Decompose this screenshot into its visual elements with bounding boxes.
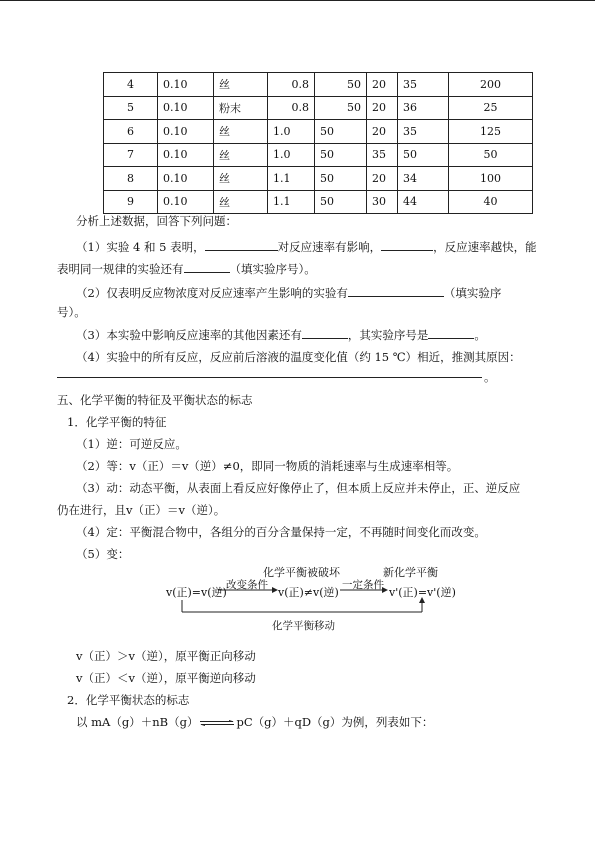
- answer-blank-long[interactable]: [57, 377, 482, 378]
- table-row: [104, 73, 533, 97]
- feature-3-line-2: 仍在进行，且v（正）＝v（逆）。: [57, 503, 226, 517]
- table-cell: 40: [449, 190, 533, 214]
- table-cell: 50: [315, 96, 367, 120]
- diagram-bottom-label: 化学平衡移动: [272, 620, 335, 632]
- table-cell: 25: [449, 96, 533, 120]
- diagram-label-new-equilibrium: 新化学平衡: [383, 566, 438, 579]
- table-cell: 36: [398, 96, 449, 120]
- subheading-1: 1．化学平衡的特征: [67, 415, 167, 429]
- diagram-arrow-2-label: 一定条件: [342, 579, 384, 591]
- table-cell: 0.10: [158, 190, 214, 214]
- table-cell: 20: [367, 120, 398, 144]
- table-cell: 200: [449, 73, 533, 97]
- shift-backward: v（正）＜v（逆），原平衡逆向移动: [76, 671, 256, 685]
- page-top-rule: [0, 0, 595, 1]
- table-cell: 125: [449, 120, 533, 144]
- table-cell: 1.1: [268, 190, 315, 214]
- table-cell: 30: [367, 190, 398, 214]
- answer-blank[interactable]: [428, 326, 474, 339]
- table-cell: 4: [104, 73, 158, 97]
- table-cell: 8: [104, 167, 158, 191]
- table-cell: 50: [315, 167, 367, 191]
- table-cell: 0.10: [158, 143, 214, 167]
- diagram-arrow-1-label: 改变条件: [226, 579, 268, 591]
- question-4-end: 。: [484, 370, 496, 384]
- answer-blank[interactable]: [381, 238, 433, 251]
- table-cell: 丝: [214, 190, 268, 214]
- table-row: [104, 143, 533, 167]
- table-cell: 20: [367, 73, 398, 97]
- example-equation: 以 mA（g）＋nB（g） pC（g）＋qD（g）为例，列表如下：: [76, 715, 434, 729]
- table-cell: 0.10: [158, 167, 214, 191]
- table-cell: 100: [449, 167, 533, 191]
- intro-text: 分析上述数据，回答下列问题：: [76, 214, 237, 228]
- table-cell: 35: [367, 143, 398, 167]
- table-cell: 20: [367, 96, 398, 120]
- table-cell: 丝: [214, 143, 268, 167]
- table-cell: 44: [398, 190, 449, 214]
- table-row: [104, 167, 533, 191]
- feature-1: （1）逆：可逆反应。: [76, 437, 187, 451]
- equilibrium-shift-diagram: [160, 562, 460, 634]
- table-cell: 6: [104, 120, 158, 144]
- table-cell: 9: [104, 190, 158, 214]
- table-cell: 5: [104, 96, 158, 120]
- experiment-data-table: [103, 72, 533, 214]
- feature-5-label: （5）变：: [76, 547, 130, 561]
- table-row: [104, 120, 533, 144]
- table-cell: 50: [315, 143, 367, 167]
- table-cell: 20: [367, 167, 398, 191]
- table-cell: 丝: [214, 120, 268, 144]
- table-cell: 50: [315, 190, 367, 214]
- shift-forward: v（正）＞v（逆），原平衡正向移动: [76, 649, 256, 663]
- feature-4: （4）定：平衡混合物中，各组分的百分含量保持一定，不再随时间变化而改变。: [76, 525, 486, 539]
- answer-blank[interactable]: [302, 326, 348, 339]
- table-cell: 0.10: [158, 120, 214, 144]
- question-3: （3）本实验中影响反应速率的其他因素还有 ，其实验序号是 。: [76, 328, 486, 342]
- subheading-2: 2．化学平衡状态的标志: [67, 693, 190, 707]
- diagram-state-3: v'(正)=v'(逆): [389, 586, 456, 599]
- diagram-label-broken: 化学平衡被破坏: [263, 566, 340, 579]
- table-cell: 0.10: [158, 96, 214, 120]
- table-row: [104, 96, 533, 120]
- question-1-line-2: 表明同一规律的实验还有 （填实验序号）。: [57, 262, 316, 276]
- answer-blank[interactable]: [184, 260, 230, 273]
- question-2-line-1: （2）仅表明反应物浓度对反应速率产生影响的实验有 （填实验序: [76, 286, 502, 300]
- question-2-line-2: 号）。: [57, 305, 86, 319]
- question-4: （4）实验中的所有反应，反应前后溶液的温度变化值（约 15 ℃）相近，推测其原因：: [76, 350, 521, 364]
- diagram-state-2: v(正)≠v(逆): [278, 586, 339, 599]
- table-cell: 0.8: [268, 73, 315, 97]
- table-cell: 0.8: [268, 96, 315, 120]
- table-cell: 50: [449, 143, 533, 167]
- table-cell: 粉末: [214, 96, 268, 120]
- equilibrium-arrows-icon: [200, 720, 234, 726]
- feature-2: （2）等：v（正）＝v（逆）≠0，即同一物质的消耗速率与生成速率相等。: [76, 459, 459, 473]
- table-cell: 1.1: [268, 167, 315, 191]
- question-1-line-1: （1）实验 4 和 5 表明， 对反应速率有影响， ，反应速率越快，能: [76, 240, 537, 254]
- answer-blank[interactable]: [205, 238, 278, 251]
- answer-blank[interactable]: [348, 284, 444, 297]
- table-cell: 35: [398, 73, 449, 97]
- table-cell: 50: [315, 73, 367, 97]
- table-cell: 0.10: [158, 73, 214, 97]
- table-cell: 50: [398, 143, 449, 167]
- table-cell: 1.0: [268, 143, 315, 167]
- table-cell: 7: [104, 143, 158, 167]
- table-cell: 35: [398, 120, 449, 144]
- section-5-heading: 五、化学平衡的特征及平衡状态的标志: [57, 393, 253, 407]
- table-cell: 1.0: [268, 120, 315, 144]
- table-cell: 50: [315, 120, 367, 144]
- table-row: [104, 190, 533, 214]
- table-cell: 34: [398, 167, 449, 191]
- table-cell: 丝: [214, 167, 268, 191]
- table-cell: 丝: [214, 73, 268, 97]
- feature-3-line-1: （3）动：动态平衡，从表面上看反应好像停止了，但本质上反应并未停止，正、逆反应: [76, 481, 521, 495]
- diagram-state-1: v(正)=v(逆): [166, 586, 227, 599]
